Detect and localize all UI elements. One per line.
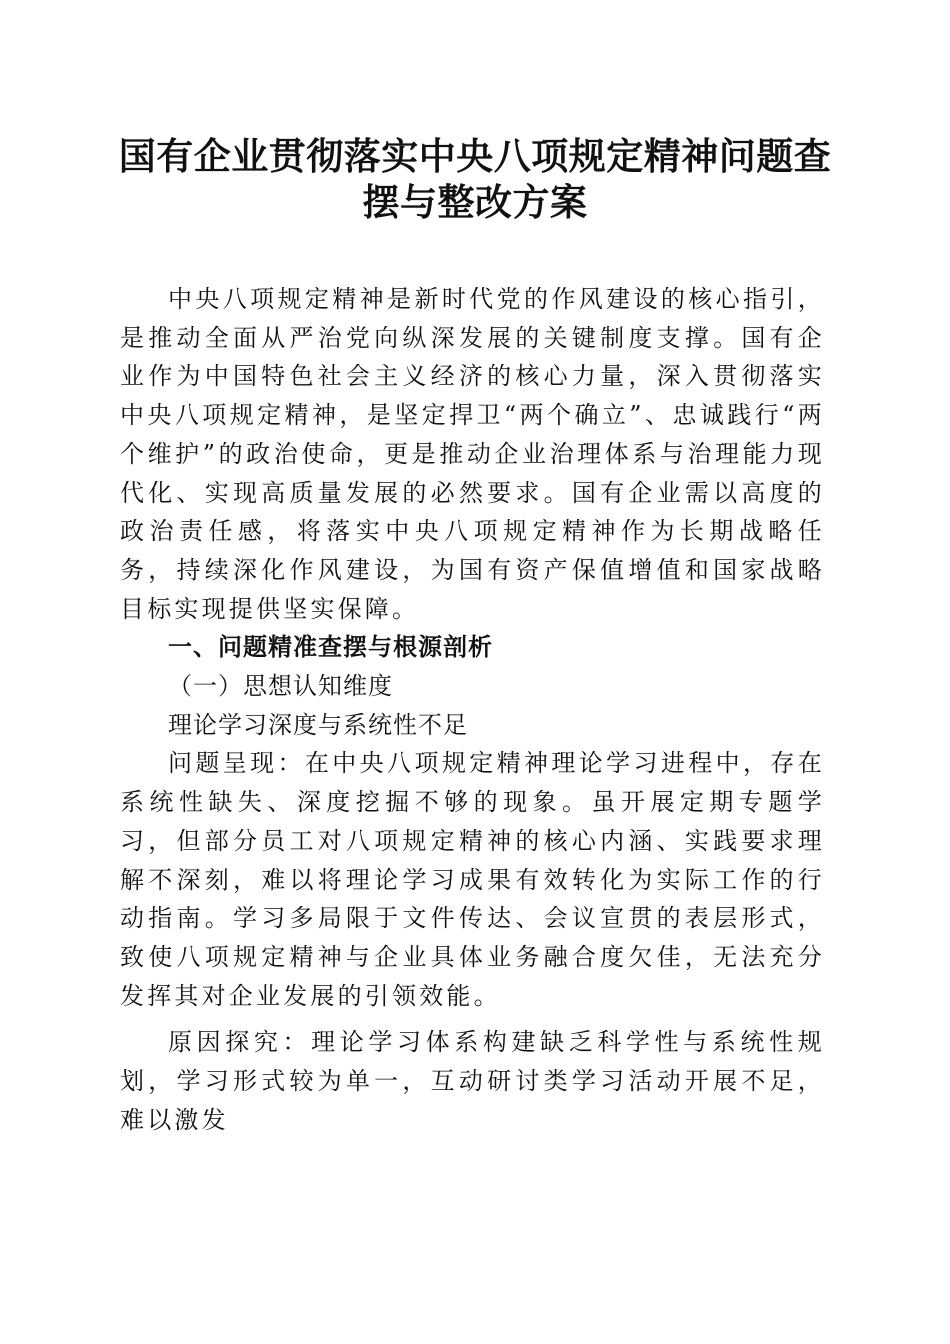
subsection-heading: （一）思想认知维度	[168, 672, 393, 701]
document-body	[120, 280, 825, 1139]
intro-paragraph: 中央八项规定精神是新时代党的作风建设的核心指引，是推动全面从严治党向纵深发展的关键制度支撑。国有企业作为中国特色社会主义经济的核心力量，深入贯彻落实中央八项规定精神，是坚定捍卫“两个确立”、忠诚践行“两个维护”的政治使命，更是推动企业治理体系与治理能力现代化、实现高质量发展的必然要求。国有企业需以高度的政治责任感，将落实中央八项规定精神作为长期战略任务，持续深化作风建设，为国有资产保值增值和国家战略目标实现提供坚实保障。	[120, 285, 825, 623]
document-title: 国有企业贯彻落实中央八项规定精神问题查摆与整改方案	[118, 134, 832, 224]
section-heading: 一、问题精准查摆与根源剖析	[168, 633, 493, 662]
item-title: 理论学习深度与系统性不足	[168, 710, 468, 739]
cause-paragraph: 原因探究：理论学习体系构建缺乏科学性与系统性规划，学习形式较为单一，互动研讨类学习活动开展不足，难以激发	[120, 1028, 825, 1134]
problem-paragraph: 问题呈现：在中央八项规定精神理论学习进程中，存在系统性缺失、深度挖掘不够的现象。虽开展定期专题学习，但部分员工对八项规定精神的核心内涵、实践要求理解不深刻，难以将理论学习成果有效转化为实际工作的行动指南。学习多局限于文件传达、会议宣贯的表层形式，致使八项规定精神与企业具体业务融合度欠佳，无法充分发挥其对企业发展的引领效能。	[120, 749, 825, 1010]
